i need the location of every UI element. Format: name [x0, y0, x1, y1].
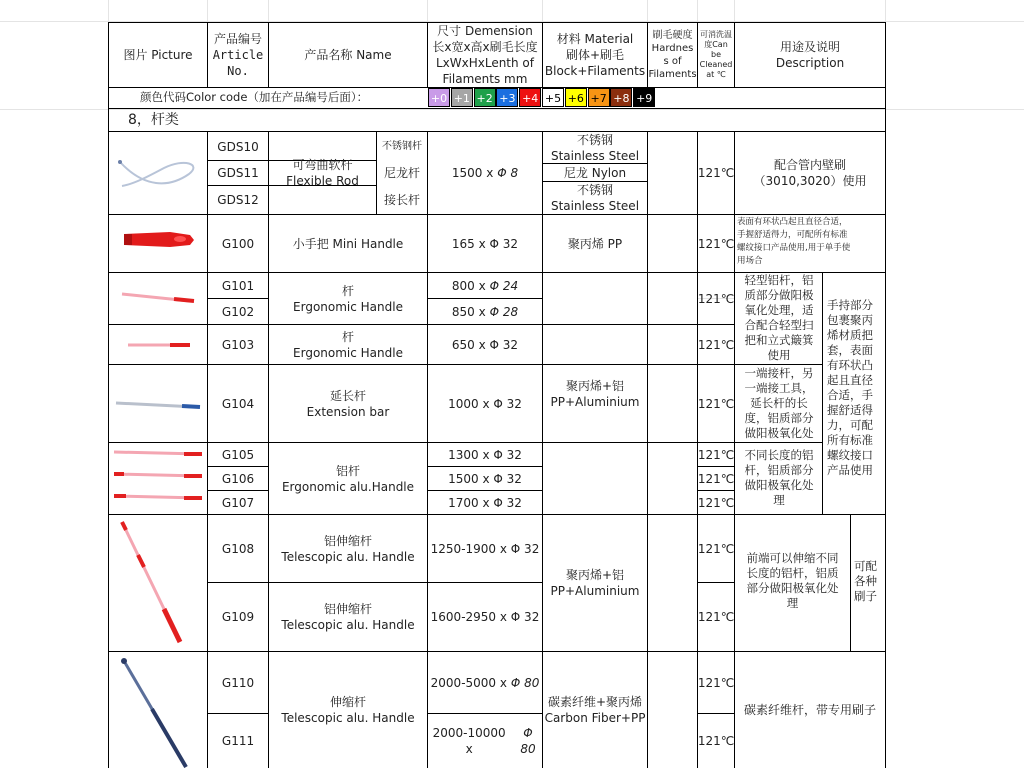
dim-g106: 1500 x Φ 32: [448, 471, 522, 486]
article-g102: G102: [221, 304, 255, 319]
header-hardness: 刷毛硬度 Hardnes s of Filaments: [648, 30, 697, 80]
ergonomic-handle-image: [118, 288, 198, 306]
color-swatch: +3: [496, 88, 518, 107]
temp-g105: 121℃: [698, 447, 734, 462]
name-extension-bar: 延长杆 Extension bar: [306, 388, 390, 419]
dim-g107: 1700 x Φ 32: [448, 495, 522, 510]
temp-g100: 121℃: [698, 236, 734, 251]
carbon-handle-image: [112, 655, 204, 768]
color-swatch: +8: [610, 88, 632, 107]
header-article: 产品编号 Article No.: [212, 32, 264, 78]
mini-handle-image: [120, 226, 198, 252]
article-gds12: GDS12: [217, 193, 259, 207]
desc-light-aluminium: 轻型铝杆，铝 质部分做阳极 氧化处理，适 合配合轻型扫 把和立式簸箕 使用: [744, 273, 814, 362]
temp-g101: 121℃: [698, 291, 734, 306]
article-g107: G107: [221, 495, 255, 510]
color-swatch: +6: [565, 88, 587, 107]
color-swatch: +2: [474, 88, 496, 107]
color-swatch: +4: [519, 88, 541, 107]
color-swatch: +9: [633, 88, 655, 107]
temp-flexible-rod: 121℃: [698, 166, 734, 180]
article-gds11: GDS11: [217, 166, 259, 180]
desc-aluminium-lengths: 不同长度的铝 杆，铝质部分 做阳极氧化处 理: [744, 448, 814, 507]
dim-g110: 2000-5000 x Φ 80: [430, 675, 540, 690]
header-dimension: 尺寸 Demension 长x宽x高x刷毛长度 LxWxHxLenth of Filaments mm: [432, 24, 538, 86]
mat-telescopic: 聚丙烯+铝 PP+Aluminium: [550, 568, 640, 598]
name-mini-handle: 小手把 Mini Handle: [292, 236, 404, 251]
header-description: 用途及说明 Description: [775, 40, 845, 70]
temp-g106: 121℃: [698, 471, 734, 486]
article-g108: G108: [221, 541, 255, 556]
sub-stainless-rod: 不锈钢杆: [382, 141, 422, 152]
color-swatch: +1: [451, 88, 473, 107]
mat-nylon: 尼龙 Nylon: [563, 165, 627, 180]
desc-handgrip: 手持部分 包裹聚丙 烯材质把 套，表面 有环状凸 起且直径 合适，手 握舒适得 力，可配 所有标准 螺纹接口 产品使用: [827, 298, 873, 477]
telescopic-handle-image: [112, 518, 204, 648]
article-g105: G105: [221, 447, 255, 462]
dim-g103: 650 x Φ 32: [451, 337, 519, 352]
article-gds10: GDS10: [217, 139, 259, 154]
desc-telescopic: 前端可以伸缩不同 长度的铝杆，铝质 部分做阳极氧化处 理: [746, 551, 839, 610]
article-g110: G110: [221, 675, 255, 690]
mat-stainless-1: 不锈钢 Stainless Steel: [550, 132, 640, 163]
name-ergonomic-handle-1: 杆 Ergonomic Handle: [293, 283, 403, 314]
header-name: 产品名称 Name: [304, 48, 392, 62]
color-swatch: +7: [588, 88, 610, 107]
dim-flexible-rod: 1500 x Φ 8: [451, 166, 519, 180]
name-aluminium-handle: 铝杆 Ergonomic alu.Handle: [281, 463, 415, 494]
name-carbon-telescopic: 伸缩杆 Telescopic alu. Handle: [281, 695, 415, 725]
section-title: 8，杆类: [128, 112, 179, 128]
color-code-label: 颜色代码Color code（加在产品编号后面）：: [140, 90, 369, 104]
header-material: 材料 Material 刷体+刷毛 Block+Filaments: [544, 32, 646, 78]
name-ergonomic-handle-2: 杆 Ergonomic Handle: [293, 329, 403, 360]
mat-stainless-2: 不锈钢 Stainless Steel: [550, 183, 640, 213]
header-picture: 图片 Picture: [123, 48, 193, 62]
dim-g109: 1600-2950 x Φ 32: [430, 610, 540, 624]
temp-g103: 121℃: [698, 337, 734, 352]
flexible-rod-image: [114, 152, 204, 192]
desc-flexible-rod: 配合管内壁刷 （3010,3020）使用: [753, 158, 867, 188]
article-g100: G100: [221, 236, 255, 251]
desc-extension: 一端接杆，另 一端接工具， 延长杆的长 度，铝质部分 做阳极氧化处: [744, 366, 814, 440]
color-swatch: +5: [542, 88, 564, 107]
mat-carbon: 碳素纤维+聚丙烯 Carbon Fiber+PP: [544, 695, 646, 725]
mat-g100: 聚丙烯 PP: [567, 236, 623, 251]
dim-g100: 165 x Φ 32: [451, 236, 519, 251]
temp-g110: 121℃: [698, 675, 734, 690]
dim-g104: 1000 x Φ 32: [448, 396, 522, 411]
name-telescopic-2: 铝伸缩杆 Telescopic alu. Handle: [281, 602, 415, 632]
extension-bar-image: [112, 396, 204, 414]
sub-nylon-rod: 尼龙杆: [383, 166, 420, 180]
desc-telescopic-brushes: 可配 各种 刷子: [854, 559, 877, 603]
dim-g111: 2000-10000 x Φ 80: [432, 726, 536, 756]
article-g101: G101: [221, 278, 255, 293]
ergonomic-handle-short-image: [124, 338, 194, 352]
mat-aluminium-group: 聚丙烯+铝 PP+Aluminium: [550, 378, 640, 409]
name-telescopic-1: 铝伸缩杆 Telescopic alu. Handle: [281, 533, 415, 564]
temp-g108: 121℃: [698, 541, 734, 556]
desc-g100: 表面有环状凸起且直径合适， 手握舒适得力，可配所有标准 螺纹接口产品使用,用于单手使 用场合: [737, 217, 851, 266]
color-swatch: +0: [428, 88, 450, 107]
article-g104: G104: [221, 396, 255, 411]
aluminium-handle-image: [110, 446, 206, 512]
temp-g109: 121℃: [698, 610, 734, 624]
dim-g108: 1250-1900 x Φ 32: [430, 541, 540, 556]
dim-g105: 1300 x Φ 32: [448, 447, 522, 462]
name-flexible-rod: 可弯曲软杆 Flexible Rod: [286, 158, 359, 188]
article-g111: G111: [221, 734, 255, 748]
temp-g111: 121℃: [698, 734, 734, 748]
header-cleaned: 可消洗温 度Can be Cleaned at ℃: [699, 30, 733, 79]
dim-g102: 850 x Φ 28: [451, 304, 519, 319]
article-g106: G106: [221, 471, 255, 486]
sub-extension-rod: 接长杆: [383, 193, 420, 207]
article-g103: G103: [221, 337, 255, 352]
article-g109: G109: [221, 610, 255, 624]
temp-g107: 121℃: [698, 495, 734, 510]
desc-carbon: 碳素纤维杆，带专用刷子: [743, 703, 876, 717]
temp-g104: 121℃: [698, 396, 734, 411]
dim-g101: 800 x Φ 24: [451, 278, 519, 293]
